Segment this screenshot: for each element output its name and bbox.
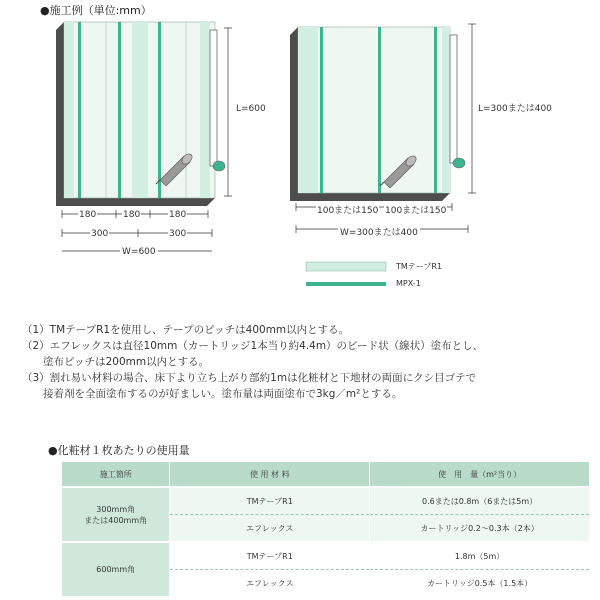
note-2-cont: 塗布ピッチは200mm以内とする。 [22,356,210,368]
legend-swatch-tape [306,262,386,271]
left-tape-strip [132,22,148,198]
left-bead-line [118,22,121,198]
right-bead-line [434,27,437,193]
material-cell: エフレックス [170,570,370,597]
note-2: （2）エフレックスは直径10mm（カートリッジ1本当り約4.4m）のビード状（線状）塗布とし、 [22,340,484,352]
left-length-label: L=600 [236,104,266,114]
section-title-example: ●施工例（単位:mm） [40,4,152,17]
legend-swatch-bead [306,282,386,286]
amount-cell: 1.8m（5m） [370,542,590,570]
legend-label-tape: TMテープR1 [396,262,443,271]
left-tape-strip [200,22,210,198]
note-3: （3）割れ易い材料の場合、床下より立ち上がり部約1mは化粧材と下地材の両面にクシ目ゴテで [22,372,477,384]
left-dim-300: 300 [169,229,187,239]
section-title-usage: ●化粧材１枚あたりの使用量 [48,444,190,457]
diagram-right [290,24,476,233]
right-length-label: L=300または400 [478,104,552,114]
left-dim-180: 180 [169,210,187,220]
right-width-label: W=300または400 [338,225,420,238]
table-row [62,487,590,515]
notes-list [22,322,582,402]
left-tape-roll [210,30,217,166]
right-bead-line [320,27,323,193]
left-bead-line [78,22,81,198]
amount-cell: 0.6または0.8m（6または5m） [370,487,590,515]
material-cell: TMテープR1 [170,542,370,570]
right-bead-line [378,27,381,193]
right-dim-100or150: 100または150 [316,203,379,216]
table-row [62,542,590,570]
place-line: または400mm角 [84,515,148,525]
left-bead-line [158,22,161,198]
left-dim-180: 180 [123,210,141,220]
left-tape-strip [64,22,74,198]
header-amount: 使 用 量（m²当り） [370,462,590,487]
place-cell-600: 600mm角 [62,542,170,596]
note-3-cont: 接着剤を全面塗布するのが好ましい。塗布量は両面塗布で3kg／m²とする。 [22,388,403,400]
left-width-label: W=600 [122,247,156,257]
material-cell: エフレックス [170,515,370,543]
left-dim-180: 180 [79,210,97,220]
header-material: 使 用 材 料 [170,462,370,487]
right-dim-100or150: 100または150 [384,203,447,216]
header-place: 施工箇所 [62,462,170,487]
note-1: （1）TMテープR1を使用し、テープのピッチは400mm以内とする。 [22,324,350,336]
amount-cell: カートリッジ0.2〜0.3本（2本） [370,515,590,543]
legend-label-bead: MPX-1 [396,279,421,288]
right-tape-roll [450,35,457,163]
place-cell-300-400 [62,487,170,542]
place-line: 300mm角 [96,504,136,514]
usage-table [62,462,590,596]
amount-cell: カートリッジ0.5本（1.5本） [370,570,590,597]
left-dim-300: 300 [91,229,109,239]
material-cell: TMテープR1 [170,487,370,515]
